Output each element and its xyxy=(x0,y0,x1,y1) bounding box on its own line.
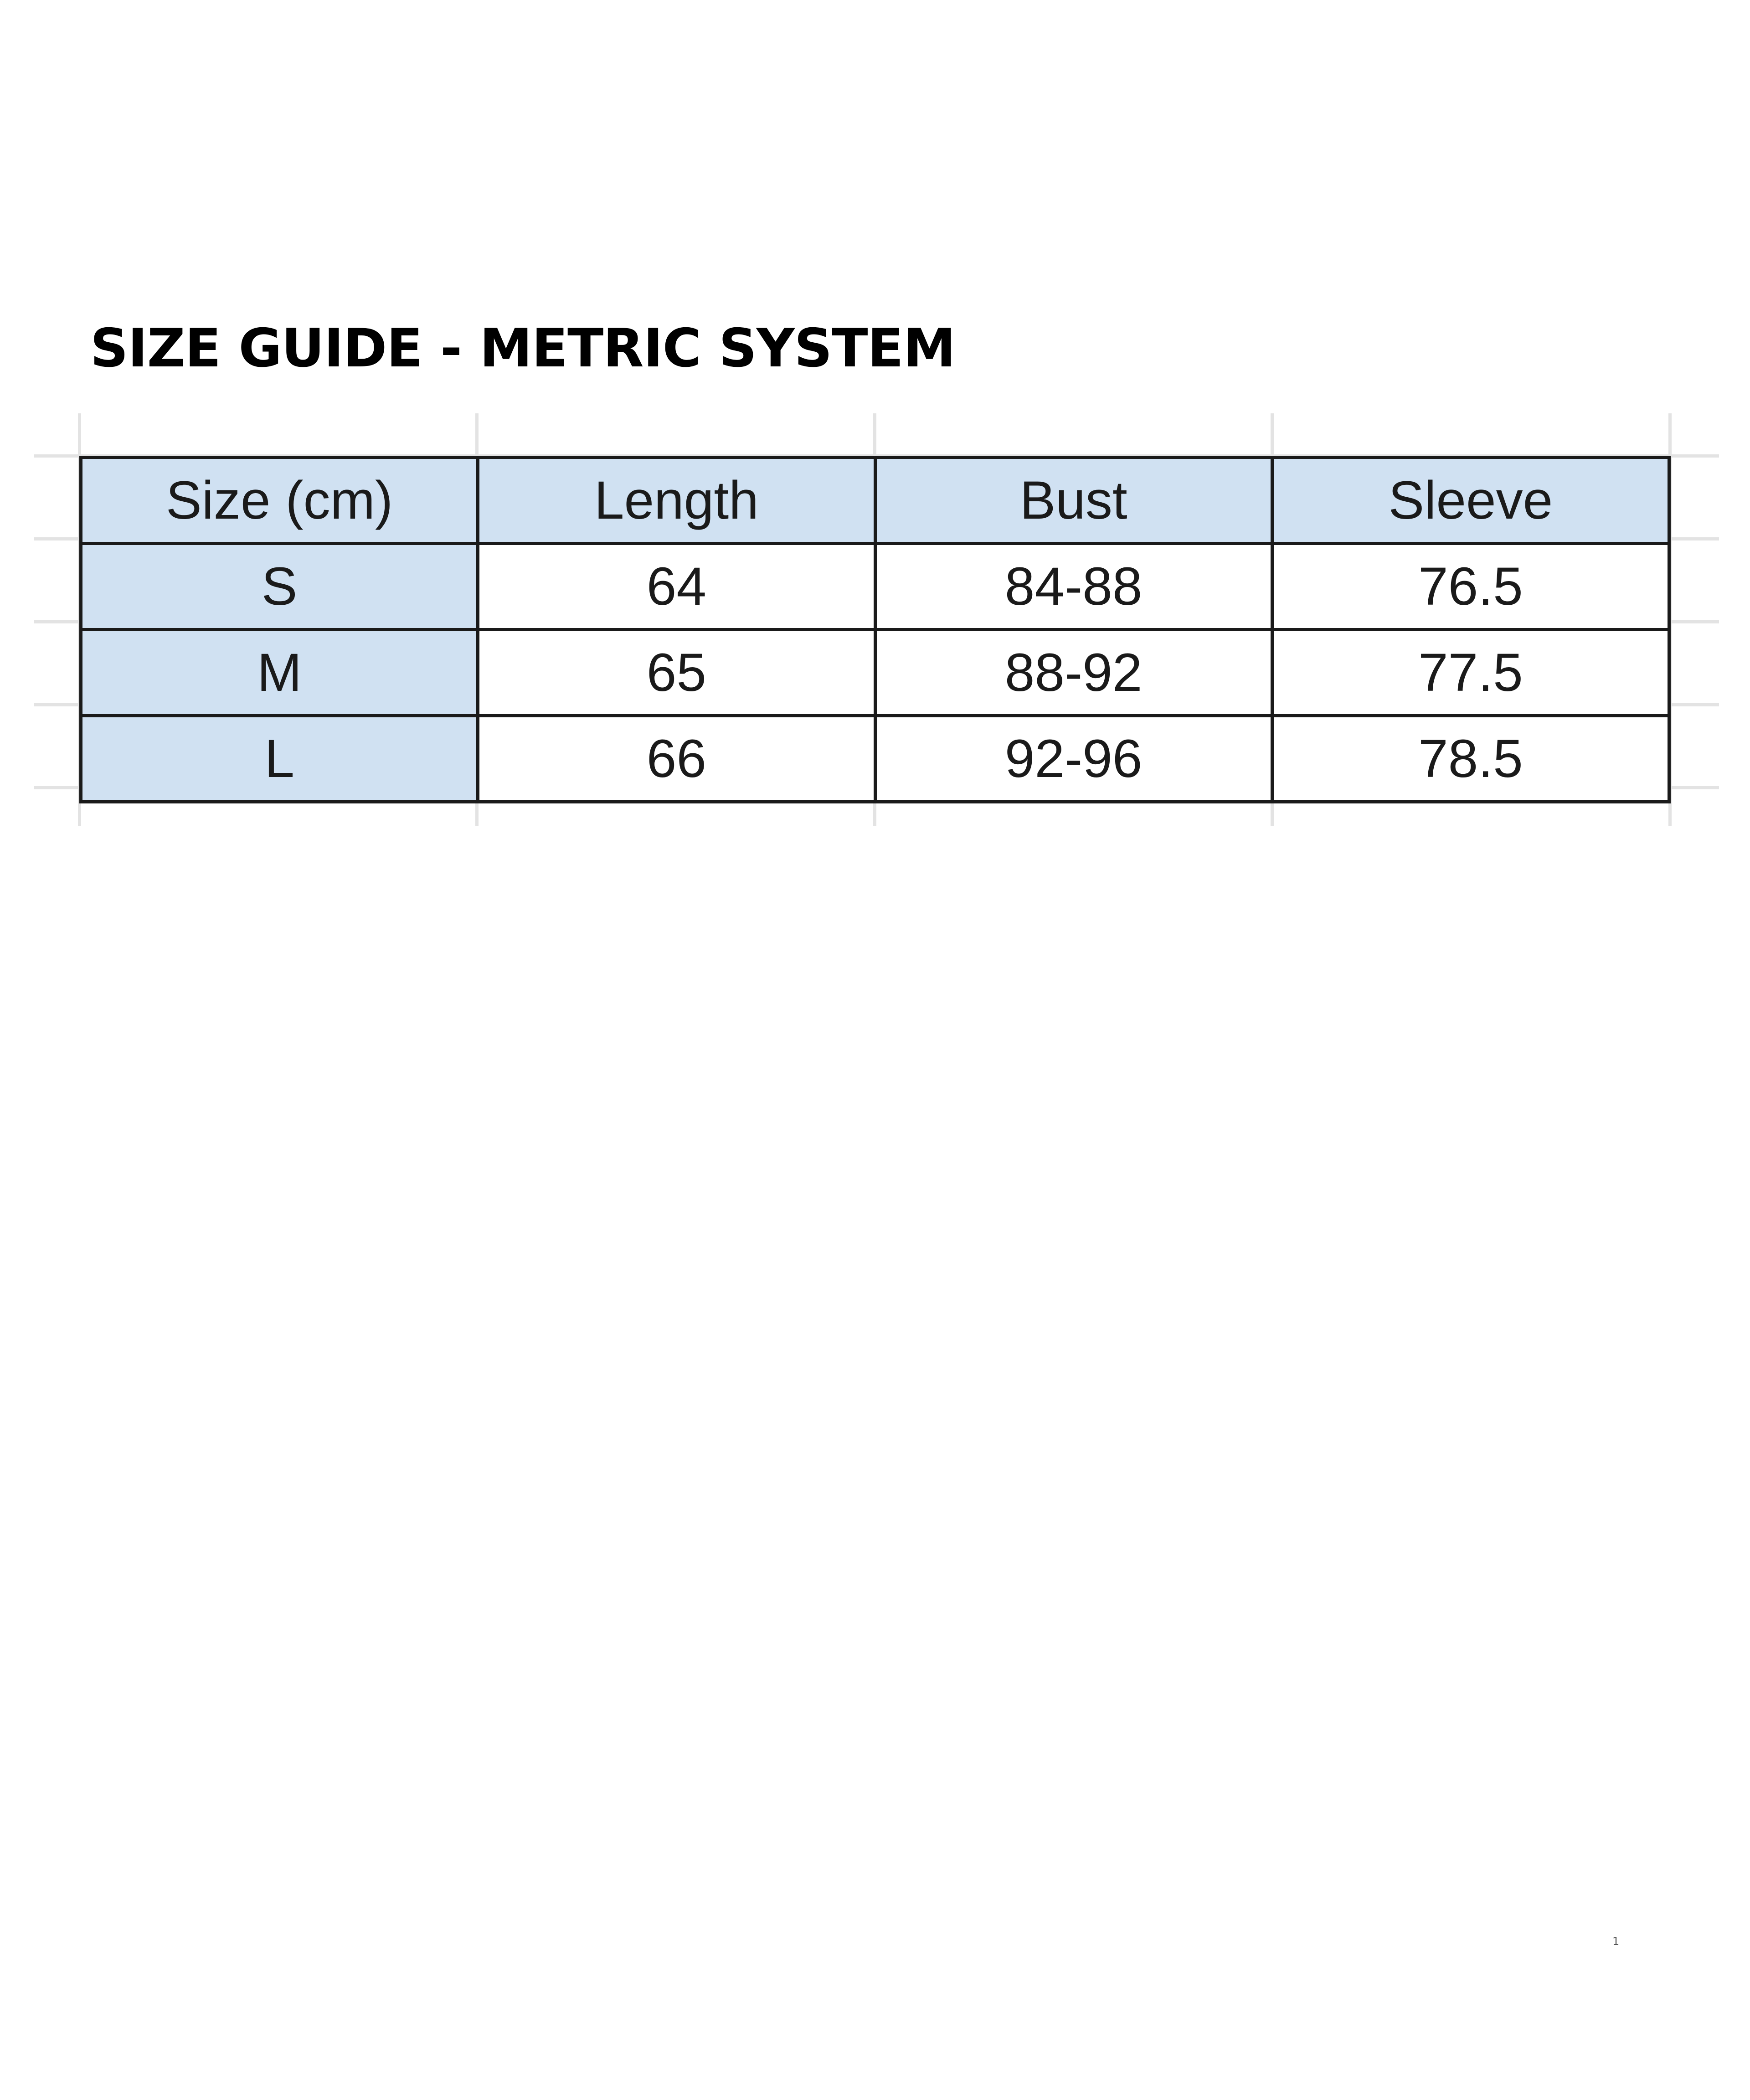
sleeve-cell: 78.5 xyxy=(1272,716,1669,802)
size-cell: L xyxy=(81,716,478,802)
table-row xyxy=(81,630,1669,716)
size-cell: M xyxy=(81,630,478,716)
column-header-size: Size (cm) xyxy=(81,458,478,544)
size-guide-table xyxy=(79,456,1671,803)
table-header-row xyxy=(81,458,1669,544)
length-cell: 66 xyxy=(478,716,875,802)
table-row xyxy=(81,544,1669,630)
column-header-length: Length xyxy=(478,458,875,544)
bust-cell: 84-88 xyxy=(875,544,1272,630)
sleeve-cell: 76.5 xyxy=(1272,544,1669,630)
length-cell: 64 xyxy=(478,544,875,630)
sleeve-cell: 77.5 xyxy=(1272,630,1669,716)
column-header-sleeve: Sleeve xyxy=(1272,458,1669,544)
length-cell: 65 xyxy=(478,630,875,716)
page-title: SIZE GUIDE - METRIC SYSTEM xyxy=(90,318,956,379)
column-header-bust: Bust xyxy=(875,458,1272,544)
table-row xyxy=(81,716,1669,802)
page-number: 1 xyxy=(1612,1935,1620,1948)
bust-cell: 88-92 xyxy=(875,630,1272,716)
bust-cell: 92-96 xyxy=(875,716,1272,802)
size-cell: S xyxy=(81,544,478,630)
